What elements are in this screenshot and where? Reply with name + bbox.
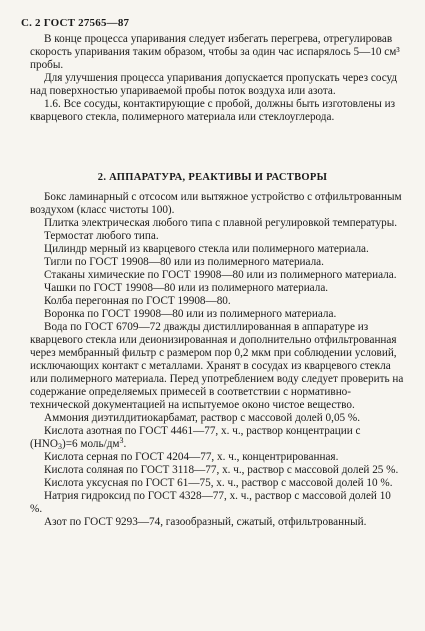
list-item: Кислота соляная по ГОСТ 3118—77, х. ч., раствор с массовой долей 25 %.: [44, 464, 399, 476]
equipment-list: [30, 191, 404, 529]
list-item: [30, 425, 404, 451]
page-header: С. 2 ГОСТ 27565—87: [21, 17, 130, 29]
list-item: Воронка по ГОСТ 19908—80 или из полимерного материала.: [44, 308, 337, 320]
list-item: Цилиндр мерный из кварцевого стекла или полимерного материала.: [44, 243, 369, 255]
paragraph: В конце процесса упаривания следует избегать перегрева, отрегулировав скорость упаривания таким образом, чтобы за один час испарялось 5—10 см³ пробы.: [30, 33, 400, 71]
list-item: Термостат любого типа.: [44, 230, 159, 242]
nitric-acid-text: )=6 моль/дм: [61, 438, 120, 450]
list-item: Кислота уксусная по ГОСТ 61—75, х. ч., раствор с массовой долей 10 %.: [44, 477, 393, 489]
list-item: Тигли по ГОСТ 19908—80 или из полимерного материала.: [44, 256, 324, 268]
list-item: Плитка электрическая любого типа с плавной регулировкой температуры.: [44, 217, 398, 229]
list-item: Стаканы химические по ГОСТ 19908—80 или из полимерного материала.: [44, 269, 397, 281]
list-item: Вода по ГОСТ 6709—72 дважды дистиллированная в аппаратуре из кварцевого стекла или деионизированная и дополнительно отфильтрованная через мембранный фильтр с размером пор 0,2 мкм при соблюдении условий, исключающих контакт с металлами. Хранят в сосудах из кварцевого стекла или полимерного материала. Перед употреблением воду следует проверить на содержание определяемых примесей в соответствии с нормативно-технической документацией на испытуемое оконо чистое вещество.: [30, 321, 404, 411]
intro-text: [30, 33, 404, 124]
list-item: Натрия гидроксид по ГОСТ 4328—77, х. ч., раствор с массовой долей 10 %.: [30, 490, 391, 515]
section-title: 2. АППАРАТУРА, РЕАКТИВЫ И РАСТВОРЫ: [97, 172, 328, 183]
list-item: Чашки по ГОСТ 19908—80 или из полимерного материала.: [44, 282, 329, 294]
formula-subscript: 3: [57, 442, 62, 451]
unit-superscript: 3: [119, 436, 124, 445]
list-item: Колба перегонная по ГОСТ 19908—80.: [44, 295, 231, 307]
nitric-acid-text: .: [123, 438, 127, 450]
paragraph: 1.6. Все сосуды, контактирующие с пробой, должны быть изготовлены из кварцевого стекла, полимерного материала или стеклоуглерода.: [30, 98, 396, 123]
nitric-acid-text: Кислота азотная по ГОСТ 4461—77, х. ч., раствор концентрации с (HNO: [30, 425, 361, 450]
list-item: Азот по ГОСТ 9293—74, газообразный, сжатый, отфильтрованный.: [44, 516, 367, 528]
list-item: Кислота серная по ГОСТ 4204—77, х. ч., концентрированная.: [44, 451, 339, 463]
paragraph: Для улучшения процесса упаривания допускается пропускать через сосуд над поверхностью упариваемой пробы поток воздуха или азота.: [30, 72, 398, 97]
list-item: Бокс ламинарный с отсосом или вытяжное устройство с отфильтрованным воздухом (класс чистоты 100).: [30, 191, 402, 216]
list-item: Аммония диэтилдитиокарбамат, раствор с массовой долей 0,05 %.: [44, 412, 361, 424]
